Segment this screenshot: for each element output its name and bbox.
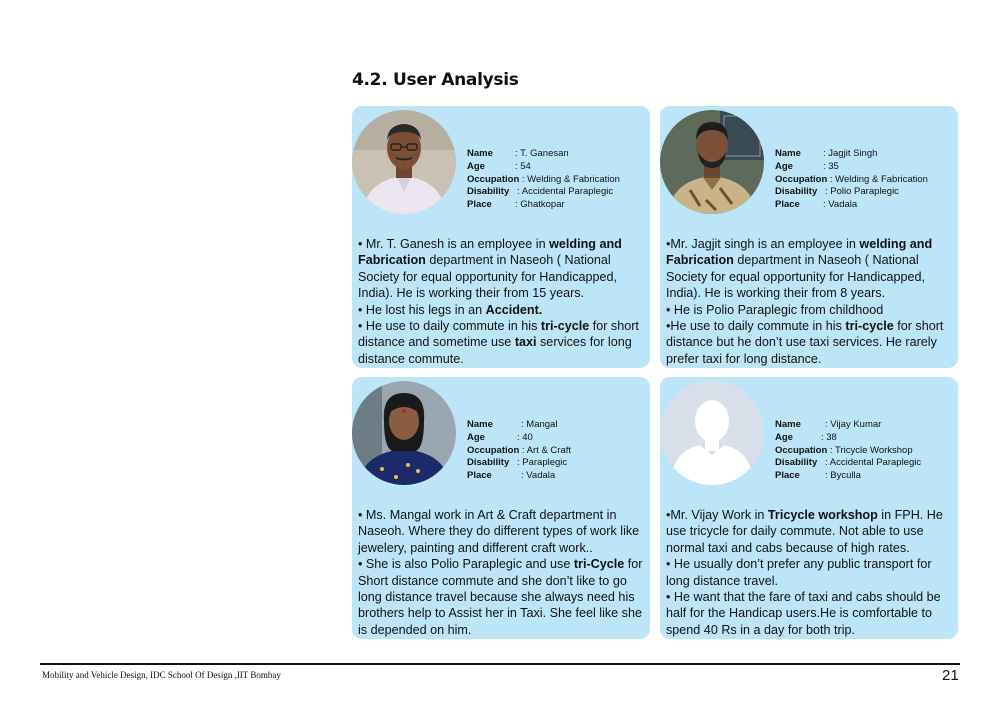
description-text: • Mr. T. Ganesh is an employee in (358, 237, 550, 251)
description-paragraph (358, 507, 650, 556)
description-text: •He use to daily commute in his (666, 319, 846, 334)
description-text: department in Naseoh ( National Society for equal opportunity for Handicapped, India). He is working their from 8 years. (666, 253, 926, 301)
description-bold: tri-cycle (540, 319, 590, 334)
user-description (666, 236, 958, 367)
description-text: • Ms. Mangal work in Art & Craft department in Naseoh. Where they do different types of work like jewelery, painting and different craft work.. (358, 508, 640, 555)
user-photo-ganesan (352, 110, 456, 214)
user-card-mangal (352, 377, 650, 639)
user-info-jagjit: Name : Jagjit Singh Age : 35 Occupation : Welding & Fabrication Disability : Polio Paraplegic Place : Vadala (775, 148, 928, 211)
user-info-vijay: Name : Vijay Kumar Age : 38 Occupation : Tricycle Workshop Disability : Accidental Paraplegic Place : Byculla (775, 419, 922, 482)
description-paragraph (666, 589, 958, 638)
page-number: 21 (942, 667, 959, 684)
description-bold: tri-Cycle (573, 557, 625, 572)
user-photo-placeholder-icon (660, 381, 764, 485)
description-text: • He use to daily commute in his (358, 319, 541, 334)
user-info-mangal: Name : Mangal Age : 40 Occupation : Art & Craft Disability : Paraplegic Place : Vadala (467, 419, 572, 482)
description-text: in FPH. He use tricycle for daily commute. Not able to use normal taxi and cabs because of high rates. (666, 508, 943, 555)
description-text: •Mr. Jagjit singh is an employee in (666, 237, 860, 251)
description-paragraph (666, 556, 958, 589)
description-text: for short distance and sometime use (358, 319, 639, 350)
description-text: • She is also Polio Paraplegic and use (358, 557, 574, 572)
description-bold: Tricycle workshop (767, 508, 878, 522)
description-paragraph (666, 318, 958, 367)
description-text: department in Naseoh ( National Society for equal opportunity for Handicapped, India). He is working their from 15 years. (358, 253, 618, 301)
description-paragraph (666, 507, 958, 556)
user-card-vijay (660, 377, 958, 639)
description-text: for short distance but he don’t use taxi services. He rarely prefer taxi for long distance. (666, 319, 944, 366)
user-card-jagjit (660, 106, 958, 368)
user-photo-jagjit (660, 110, 764, 214)
description-text: • He usually don’t prefer any public transport for long distance travel. (666, 557, 932, 588)
user-description (358, 236, 650, 367)
description-paragraph (358, 556, 650, 638)
user-description (358, 507, 650, 638)
description-bold: welding and Fabrication (358, 237, 622, 268)
description-text: for Short distance commute and she don’t like to go long distance travel because she always need his brothers help to Assist her in Taxi. She feel like she is depended on him. (358, 557, 643, 637)
description-text: •Mr. Vijay Work in (666, 508, 768, 522)
description-bold: tri-cycle (845, 319, 894, 334)
footer-text: Mobility and Vehicle Design, IDC School Of Design ,IIT Bombay (42, 670, 281, 680)
description-paragraph (666, 236, 958, 302)
footer-divider (40, 663, 960, 665)
description-text: • He is Polio Paraplegic from childhood (666, 302, 884, 317)
description-paragraph (358, 236, 650, 302)
description-paragraph (358, 318, 650, 367)
page-title: 4.2. User Analysis (352, 70, 519, 90)
description-bold: welding and Fabrication (666, 237, 933, 268)
user-card-ganesan (352, 106, 650, 368)
user-photo-mangal (352, 381, 456, 485)
description-bold: Accident. (485, 302, 543, 317)
description-paragraph (358, 302, 650, 318)
description-text: • He lost his legs in an (358, 302, 486, 317)
description-bold: taxi (514, 335, 537, 350)
description-paragraph (666, 302, 958, 318)
description-text: • He want that the fare of taxi and cabs should be half for the Handicap users.He is comfortable to spend 40 Rs in a day for both trip. (666, 590, 941, 637)
user-description (666, 507, 958, 638)
description-text: services for long distance commute. (358, 335, 632, 366)
user-info-ganesan: Name : T. Ganesan Age : 54 Occupation : Welding & Fabrication Disability : Accidental Paraplegic Place : Ghatkopar (467, 148, 620, 211)
